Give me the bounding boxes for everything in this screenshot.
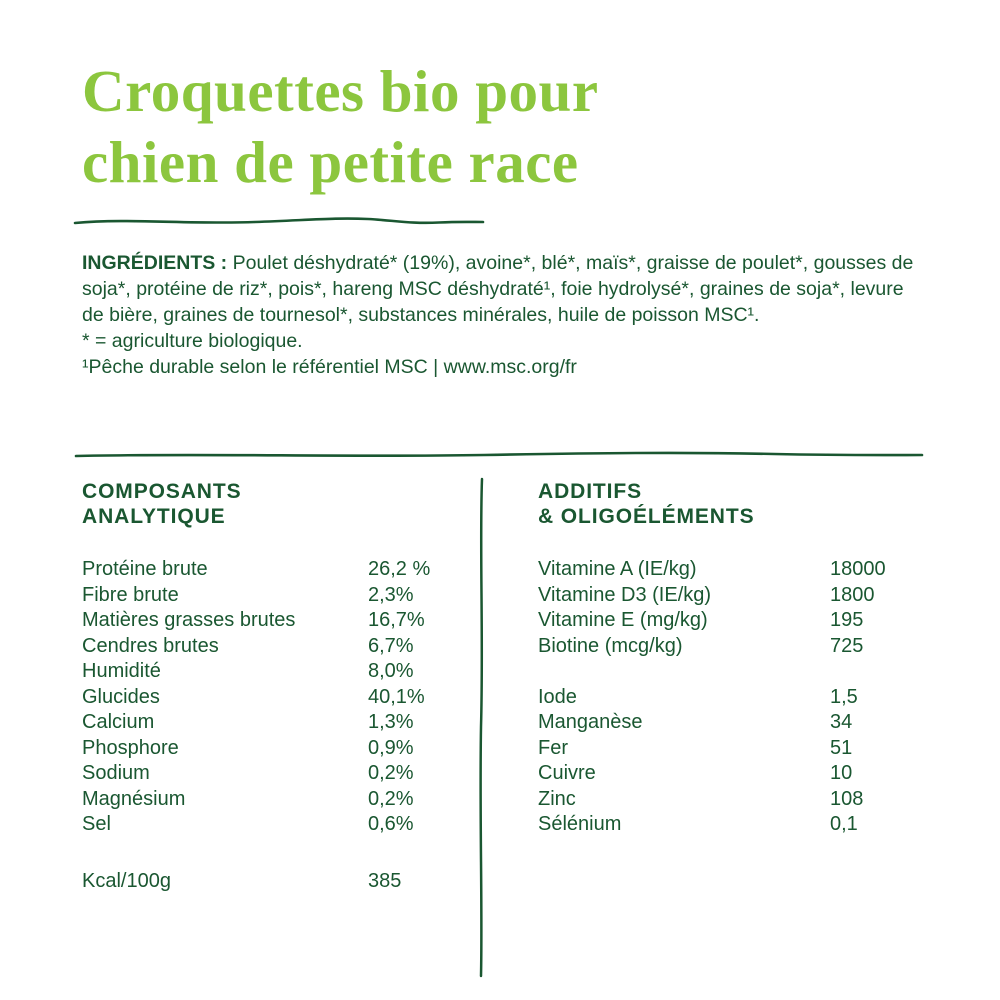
row-value: 0,2%	[368, 787, 414, 810]
row-label: Cuivre	[538, 762, 596, 784]
row-label: Matières grasses brutes	[82, 609, 296, 631]
ingredients-text: Poulet déshydraté* (19%), avoine*, blé*, maïs*, graisse de poulet*, gousses de soja*, protéine de riz*, pois*, hareng MSC déshydraté¹, foie hydrolysé*, graines de soja*, levure de bière, graines de tournesol*, substances minérales, huile de poisson MSC¹.	[82, 252, 914, 326]
row-label: Protéine brute	[82, 558, 208, 580]
row-label: Fer	[538, 736, 568, 759]
row-value: 0,9%	[368, 736, 414, 759]
table-row-matieres-grasses	[82, 608, 474, 634]
additives-heading	[538, 479, 930, 529]
table-row-kcal	[82, 869, 474, 895]
table-row-sodium	[82, 761, 474, 787]
analytical-heading-line-2: ANALYTIQUE	[82, 505, 226, 528]
additives-heading-line-1: ADDITIFS	[538, 480, 643, 503]
table-row-proteine-brute	[82, 557, 474, 583]
table-row-cuivre	[538, 761, 930, 787]
table-row-vitamine-e	[538, 608, 930, 634]
row-label: Sodium	[82, 762, 150, 784]
row-label: Humidité	[82, 660, 161, 682]
row-label: Biotine (mcg/kg)	[538, 634, 683, 657]
table-row-selenium	[538, 812, 930, 838]
table-row-fer	[538, 736, 930, 762]
row-value: 0,6%	[368, 813, 414, 835]
vitamins-group	[538, 557, 930, 659]
row-value: 34	[830, 711, 853, 733]
page-title	[82, 56, 599, 198]
row-value: 1,3%	[368, 711, 414, 733]
row-label: Cendres brutes	[82, 634, 219, 657]
row-value: 195	[830, 609, 864, 631]
analytical-rows	[82, 557, 474, 894]
row-value: 40,1%	[368, 685, 425, 708]
table-row-sel	[82, 812, 474, 838]
row-label: Kcal/100g	[82, 869, 171, 892]
row-label: Iode	[538, 685, 577, 708]
table-row-iode	[538, 685, 930, 711]
analytical-components-heading	[82, 479, 474, 529]
row-value: 725	[830, 634, 864, 657]
ingredients-label: INGRÉDIENTS :	[82, 252, 228, 274]
table-row-biotine	[538, 634, 930, 660]
page-title-line-1: Croquettes bio pour	[82, 58, 599, 124]
table-row-zinc	[538, 787, 930, 813]
row-value: 2,3%	[368, 583, 414, 606]
section-divider-line	[74, 448, 926, 462]
row-value: 1,5	[830, 685, 858, 708]
row-label: Magnésium	[82, 787, 186, 810]
row-value: 385	[368, 869, 402, 892]
row-label: Manganèse	[538, 711, 643, 733]
row-label: Fibre brute	[82, 583, 179, 606]
table-row-cendres-brutes	[82, 634, 474, 660]
column-divider-line	[475, 477, 488, 979]
ingredients-block	[82, 250, 924, 380]
organic-footnote: * = agriculture biologique.	[82, 330, 303, 352]
analytical-heading-line-1: COMPOSANTS	[82, 480, 242, 503]
row-label: Vitamine A (IE/kg)	[538, 558, 697, 580]
row-value: 26,2 %	[368, 558, 431, 580]
row-value: 16,7%	[368, 609, 425, 631]
row-value: 1800	[830, 583, 875, 606]
additives-heading-line-2: & OLIGOÉLÉMENTS	[538, 505, 755, 528]
row-value: 108	[830, 787, 864, 810]
row-value: 51	[830, 736, 853, 759]
table-row-magnesium	[82, 787, 474, 813]
table-row-glucides	[82, 685, 474, 711]
row-label: Calcium	[82, 711, 155, 733]
row-value: 10	[830, 762, 853, 784]
analytical-components-section	[82, 479, 474, 894]
row-label: Glucides	[82, 685, 160, 708]
row-label: Sel	[82, 813, 111, 835]
page-title-line-2: chien de petite race	[82, 129, 579, 195]
table-row-humidite	[82, 659, 474, 685]
title-underline-divider	[73, 214, 487, 228]
table-row-vitamine-a	[538, 557, 930, 583]
row-label: Phosphore	[82, 736, 179, 759]
row-value: 0,2%	[368, 762, 414, 784]
row-value: 8,0%	[368, 660, 414, 682]
row-label: Vitamine D3 (IE/kg)	[538, 583, 712, 606]
minerals-group	[538, 685, 930, 838]
msc-footnote: ¹Pêche durable selon le référentiel MSC | www.msc.org/fr	[82, 356, 577, 378]
ingredients-paragraph	[82, 250, 924, 328]
additives-oligoelements-section	[538, 479, 930, 838]
row-label: Zinc	[538, 787, 576, 810]
row-value: 0,1	[830, 813, 858, 835]
row-label: Vitamine E (mg/kg)	[538, 609, 708, 631]
table-row-vitamine-d3	[538, 583, 930, 609]
row-value: 6,7%	[368, 634, 414, 657]
additives-rows	[538, 557, 930, 838]
table-row-calcium	[82, 710, 474, 736]
table-row-phosphore	[82, 736, 474, 762]
table-row-fibre-brute	[82, 583, 474, 609]
row-label: Sélénium	[538, 813, 622, 835]
table-row-manganese	[538, 710, 930, 736]
row-value: 18000	[830, 558, 886, 580]
